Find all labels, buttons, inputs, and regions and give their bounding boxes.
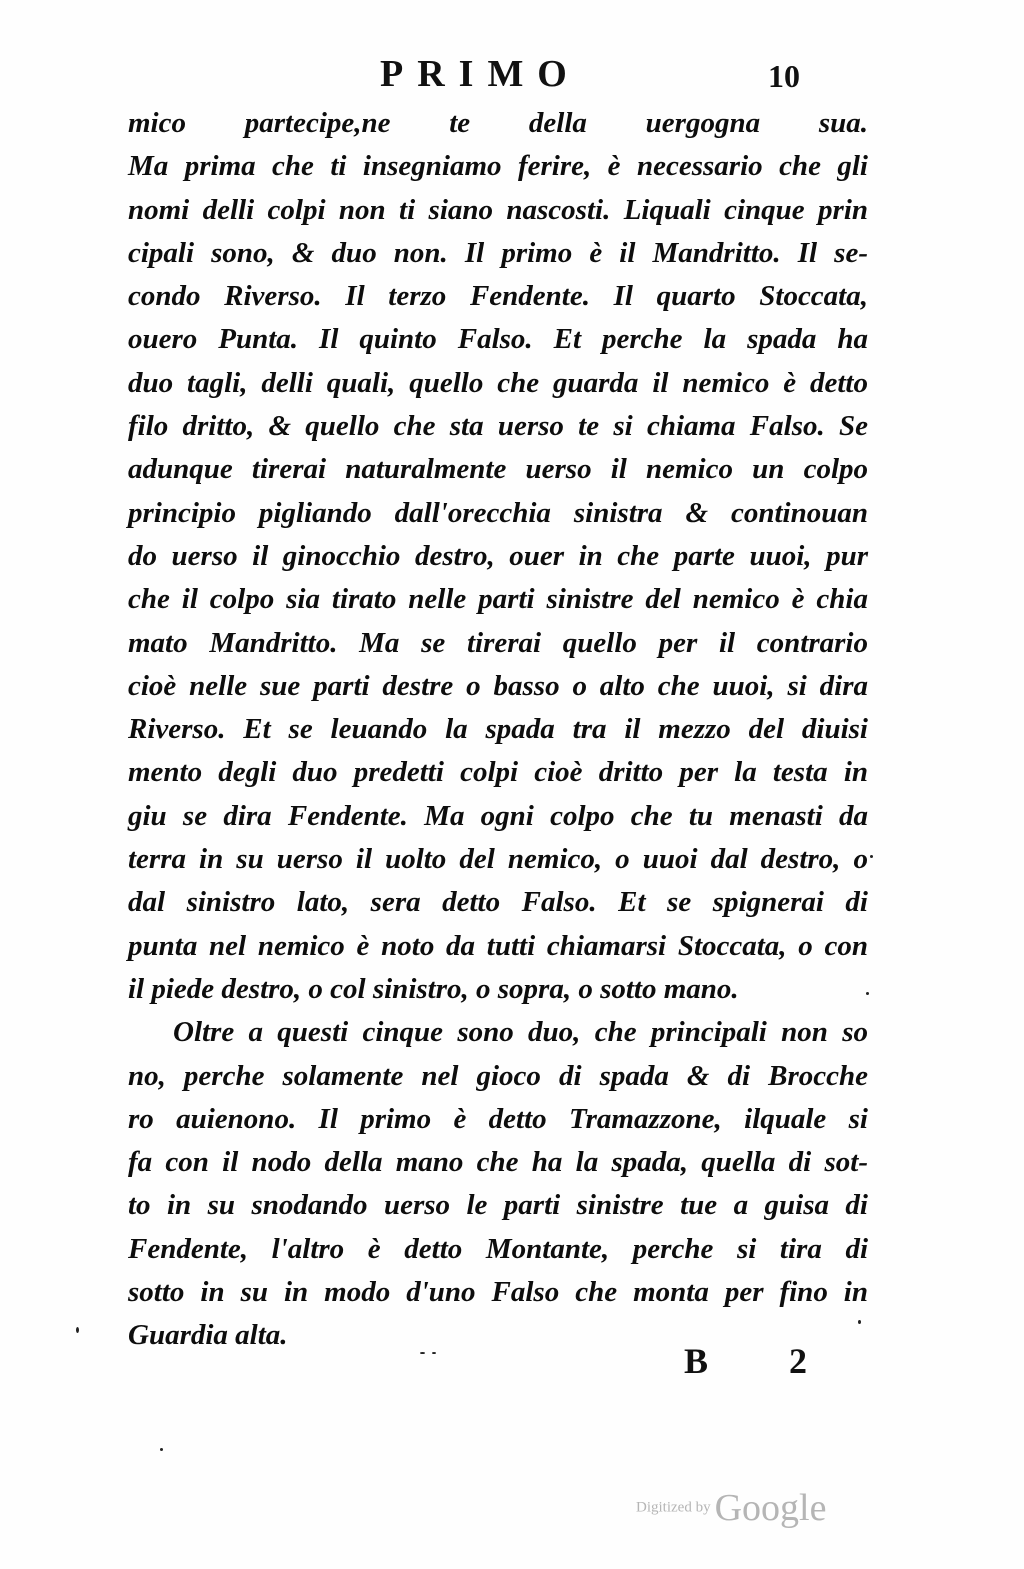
body-text: [128, 102, 868, 1358]
text-line: do uerso il ginocchio destro, ouer in che parte uuoi, pur: [128, 539, 868, 572]
ink-speck: [870, 855, 873, 858]
text-line: mico partecipe,ne te della uergogna sua.: [128, 107, 868, 139]
text-line: Fendente, l'altro è detto Montante, perche si tira di: [128, 1232, 868, 1265]
ink-speck: [866, 992, 869, 995]
text-line: che il colpo sia tirato nelle parti sinistre del nemico è chia: [128, 583, 868, 616]
text-line: ro auienono. Il primo è detto Tramazzone, ilquale si: [128, 1102, 868, 1135]
text-line: adunque tirerai naturalmente uerso il nemico un colpo: [128, 453, 868, 486]
ink-speck: [76, 1327, 79, 1333]
text-line: filo dritto, & quello che sta uerso te si chiama Falso. Se: [128, 410, 868, 443]
text-line: principio pigliando dall'orecchia sinistra & continouan: [128, 496, 868, 529]
text-line: Guardia alta.: [128, 1319, 288, 1352]
digitization-watermark: [636, 1486, 826, 1530]
text-line: punta nel nemico è noto da tutti chiamarsi Stoccata, o con: [128, 929, 868, 962]
watermark-prefix: Digitized by: [636, 1499, 711, 1516]
running-head: PRIMO: [380, 53, 581, 95]
ink-speck: [420, 1352, 425, 1354]
text-line: duo tagli, delli quali, quello che guarda il nemico è detto: [128, 366, 868, 399]
text-line: sotto in su in modo d'uno Falso che monta per fino in: [128, 1276, 868, 1309]
text-line: cioè nelle sue parti destre o basso o alto che uuoi, si dira: [128, 669, 868, 702]
text-line: ouero Punta. Il quinto Falso. Et perche la spada ha: [128, 323, 868, 356]
watermark-logo: Google: [714, 1487, 827, 1529]
ink-speck: [858, 1320, 861, 1324]
page-number: 10: [768, 58, 800, 94]
text-line: mento degli duo predetti colpi cioè dritto per la testa in: [128, 756, 868, 789]
ink-speck: [432, 1352, 436, 1354]
text-line: mato Mandritto. Ma se tirerai quello per il contrario: [128, 626, 868, 659]
text-line: no, perche solamente nel gioco di spada & di Brocche: [128, 1059, 868, 1092]
text-line: condo Riverso. Il terzo Fendente. Il quarto Stoccata,: [128, 280, 868, 313]
text-line: il piede destro, o col sinistro, o sopra, o sotto mano.: [128, 972, 739, 1005]
text-line: Riverso. Et se leuando la spada tra il mezzo del diuisi: [128, 713, 868, 746]
text-line: cipali sono, & duo non. Il primo è il Mandritto. Il se-: [128, 236, 868, 269]
signature-mark: B 2: [684, 1341, 844, 1381]
text-line: giu se dira Fendente. Ma ogni colpo che tu menasti da: [128, 799, 868, 832]
ink-speck: [160, 1448, 163, 1451]
text-line: to in su snodando uerso le parti sinistre tue a guisa di: [128, 1189, 868, 1222]
text-line: nomi delli colpi non ti siano nascosti. Liquali cinque prin: [128, 193, 868, 226]
text-line: Oltre a questi cinque sono duo, che principali non so: [173, 1016, 868, 1049]
text-line: terra in su uerso il uolto del nemico, o uuoi dal destro, o: [128, 843, 868, 876]
text-line: Ma prima che ti insegniamo ferire, è necessario che gli: [128, 150, 868, 183]
text-line: fa con il nodo della mano che ha la spada, quella di sot-: [128, 1146, 868, 1179]
text-line: dal sinistro lato, sera detto Falso. Et se spignerai di: [128, 886, 868, 919]
